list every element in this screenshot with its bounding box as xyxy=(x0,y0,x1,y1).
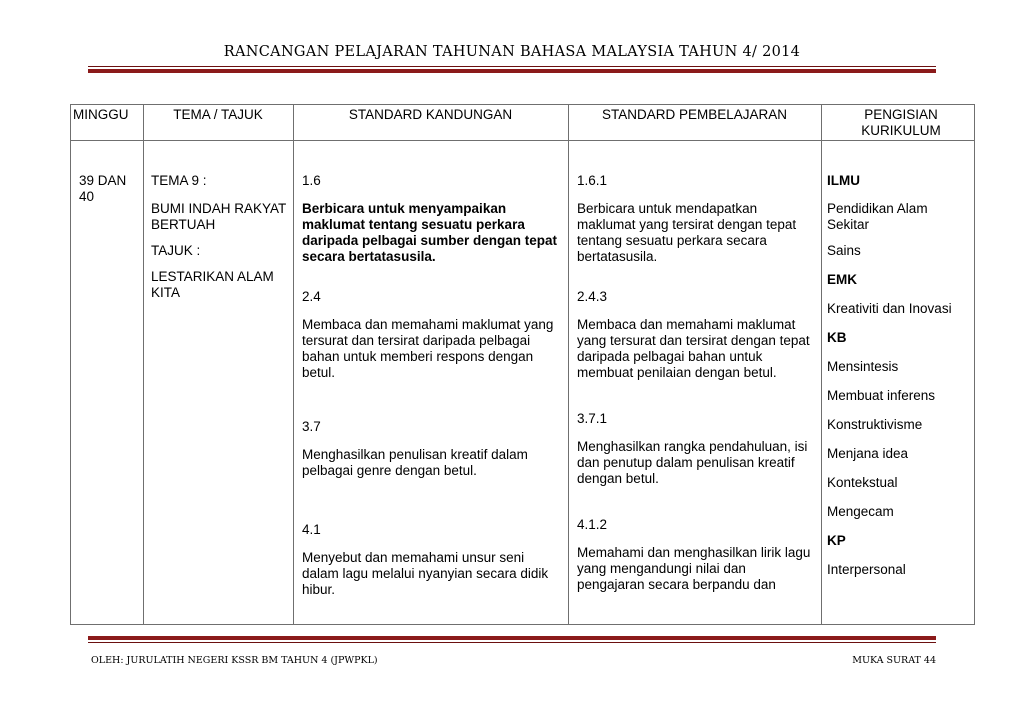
header-tema-tajuk: TEMA / TAJUK xyxy=(173,107,263,122)
tajuk-label: TAJUK : xyxy=(151,243,201,258)
kandungan-code: 4.1 xyxy=(302,522,321,537)
pembelajaran-code: 1.6.1 xyxy=(577,173,608,188)
column-divider xyxy=(568,105,569,624)
kandungan-text: Menghasilkan penulisan kreatif dalam pelbagai genre dengan betul. xyxy=(302,447,528,478)
pengisian-item: Sains xyxy=(827,243,861,258)
kandungan-text: Menyebut dan memahami unsur seni dalam lagu melalui nyanyian secara didik hibur. xyxy=(302,550,549,597)
pembelajaran-text: Membaca dan memahami maklumat yang tersurat dan tersirat dengan tepat daripada pelbagai bahan untuk membuat penilaian dengan betul. xyxy=(577,317,810,380)
lesson-plan-table xyxy=(70,104,975,625)
cell-standard-pembelajaran xyxy=(577,173,815,593)
kandungan-text: Berbicara untuk menyampaikan maklumat tentang sesuatu perkara daripada pelbagai sumber dengan tepat secara bertatasusila. xyxy=(302,201,558,264)
pengisian-item: Konstruktivisme xyxy=(827,417,923,432)
footer-rule-thick xyxy=(88,636,936,640)
header-standard-kandungan: STANDARD KANDUNGAN xyxy=(348,107,513,122)
header-rule-thin xyxy=(88,66,936,67)
pembelajaran-text: Menghasilkan rangka pendahuluan, isi dan penutup dalam penulisan kreatif dengan betul. xyxy=(577,439,808,486)
page-number: MUKA SURAT 44 xyxy=(852,655,936,666)
footer-rule-thin xyxy=(88,642,936,643)
pengisian-category: ILMU xyxy=(827,173,860,188)
header-standard-pembelajaran: STANDARD PEMBELAJARAN xyxy=(601,107,788,122)
pengisian-item: Interpersonal xyxy=(827,562,906,577)
header-divider xyxy=(71,140,974,141)
column-divider xyxy=(143,105,144,624)
tema-name: BUMI INDAH RAKYAT BERTUAH xyxy=(151,201,287,232)
document-title: RANCANGAN PELAJARAN TAHUNAN BAHASA MALAYSIA TAHUN 4/ 2014 xyxy=(223,44,801,60)
pengisian-category: KP xyxy=(827,533,846,548)
pembelajaran-code: 4.1.2 xyxy=(577,517,608,532)
pembelajaran-text: Berbicara untuk mendapatkan maklumat yang tersirat dengan tepat tentang sesuatu perkara secara bertatasusila. xyxy=(577,201,797,264)
pengisian-item: Mensintesis xyxy=(827,359,899,374)
header-pengisian-kurikulum: PENGISIAN KURIKULUM xyxy=(861,107,941,138)
pengisian-category: EMK xyxy=(827,272,857,287)
kandungan-code: 2.4 xyxy=(302,289,321,304)
pengisian-category: KB xyxy=(827,330,847,345)
pengisian-item: Membuat inferens xyxy=(827,388,936,403)
pengisian-item: Menjana idea xyxy=(827,446,909,461)
pengisian-item: Pendidikan Alam Sekitar xyxy=(827,201,928,232)
header-minggu: MINGGU xyxy=(73,107,129,122)
pembelajaran-code: 3.7.1 xyxy=(577,411,608,426)
kandungan-text: Membaca dan memahami maklumat yang tersurat dan tersirat daripada pelbagai bahan untuk memberi respons dengan betul. xyxy=(302,317,554,380)
cell-tema-tajuk xyxy=(151,173,289,301)
pengisian-item: Kreativiti dan Inovasi xyxy=(827,301,952,316)
pembelajaran-code: 2.4.3 xyxy=(577,289,608,304)
kandungan-code: 1.6 xyxy=(302,173,321,188)
column-divider xyxy=(821,105,822,624)
kandungan-code: 3.7 xyxy=(302,419,321,434)
footer-author: OLEH: JURULATIH NEGERI KSSR BM TAHUN 4 (JPWPKL) xyxy=(91,655,378,666)
column-divider xyxy=(293,105,294,624)
tajuk-name: LESTARIKAN ALAM KITA xyxy=(151,269,274,300)
pengisian-item: Kontekstual xyxy=(827,475,898,490)
cell-pengisian-kurikulum xyxy=(827,173,972,578)
cell-minggu: 39 DAN 40 xyxy=(79,173,127,204)
tema-label: TEMA 9 : xyxy=(151,173,207,188)
pembelajaran-text: Memahami dan menghasilkan lirik lagu yang mengandungi nilai dan pengajaran secara berpandu dan xyxy=(577,545,811,592)
cell-standard-kandungan xyxy=(302,173,562,598)
pengisian-item: Mengecam xyxy=(827,504,894,519)
header-rule-thick xyxy=(88,69,936,73)
